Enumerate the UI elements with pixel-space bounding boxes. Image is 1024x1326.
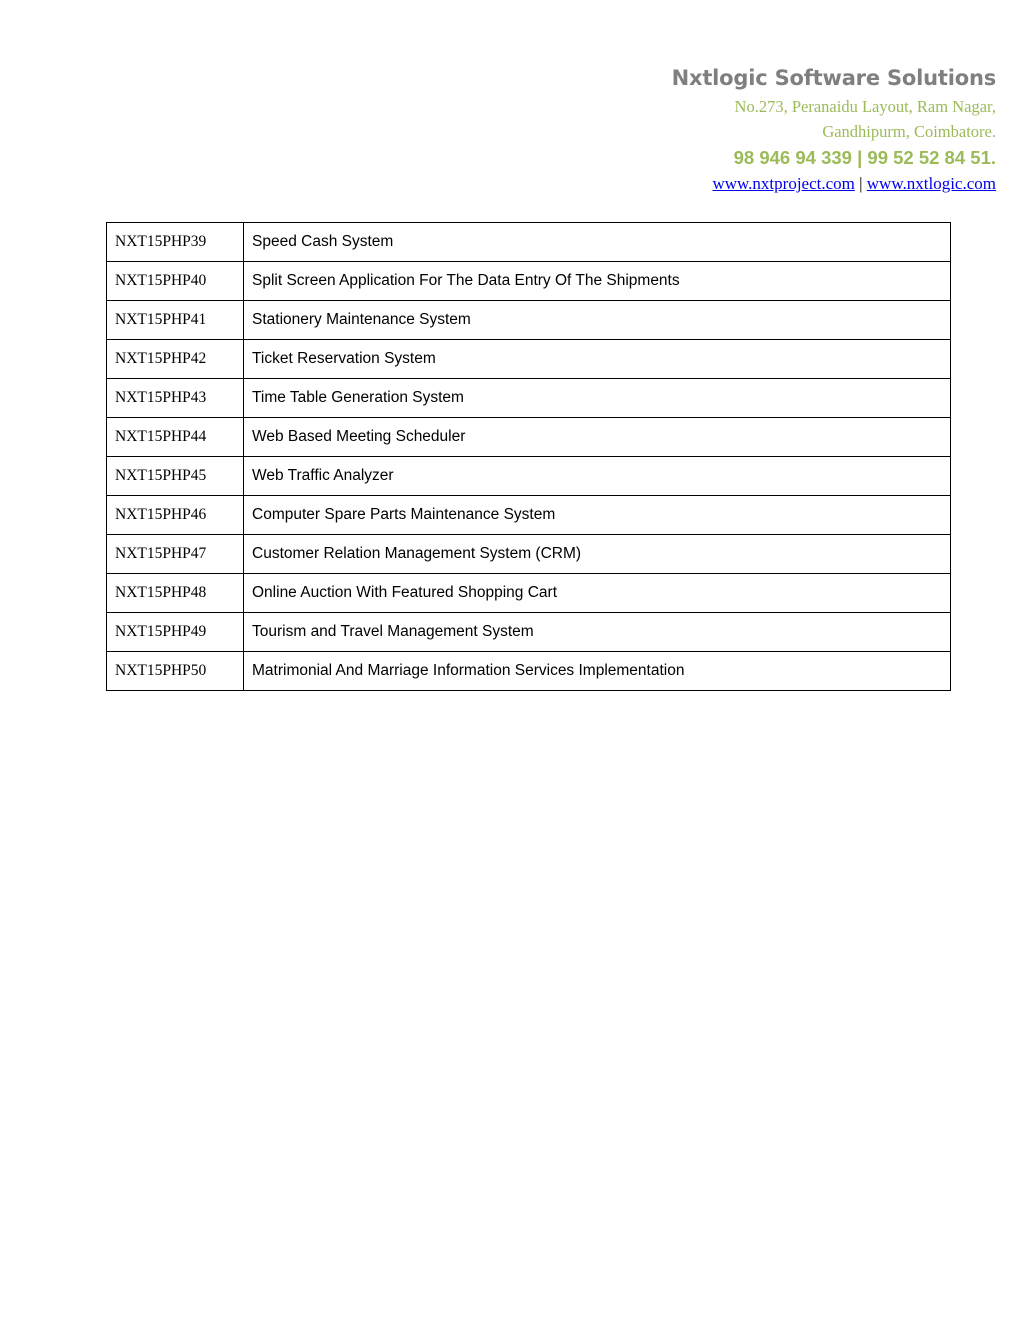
- letterhead: [672, 62, 996, 196]
- project-code: NXT15PHP42: [107, 340, 244, 379]
- project-code: NXT15PHP41: [107, 301, 244, 340]
- project-title: Matrimonial And Marriage Information Services Implementation: [244, 652, 951, 691]
- project-code: NXT15PHP50: [107, 652, 244, 691]
- table-row: [107, 613, 951, 652]
- table-row: [107, 379, 951, 418]
- project-code: NXT15PHP45: [107, 457, 244, 496]
- project-code: NXT15PHP43: [107, 379, 244, 418]
- table-row: [107, 496, 951, 535]
- table-row: [107, 262, 951, 301]
- nxtlogic-link[interactable]: www.nxtlogic.com: [866, 174, 996, 193]
- project-code: NXT15PHP40: [107, 262, 244, 301]
- project-title: Tourism and Travel Management System: [244, 613, 951, 652]
- address-line-1: No.273, Peranaidu Layout, Ram Nagar,: [734, 97, 996, 116]
- project-title: Stationery Maintenance System: [244, 301, 951, 340]
- table-row: [107, 457, 951, 496]
- phone-numbers: 98 946 94 339 | 99 52 52 84 51.: [733, 147, 996, 168]
- table-row: [107, 301, 951, 340]
- project-title: Speed Cash System: [244, 223, 951, 262]
- project-title: Ticket Reservation System: [244, 340, 951, 379]
- project-title: Web Based Meeting Scheduler: [244, 418, 951, 457]
- table-row: [107, 535, 951, 574]
- website-links: [672, 172, 996, 196]
- project-code: NXT15PHP44: [107, 418, 244, 457]
- project-code: NXT15PHP39: [107, 223, 244, 262]
- project-title: Online Auction With Featured Shopping Cart: [244, 574, 951, 613]
- project-title: Web Traffic Analyzer: [244, 457, 951, 496]
- address-line-2: Gandhipurm, Coimbatore.: [822, 122, 996, 141]
- link-separator: |: [859, 174, 863, 193]
- project-title: Computer Spare Parts Maintenance System: [244, 496, 951, 535]
- project-code: NXT15PHP48: [107, 574, 244, 613]
- project-title: Customer Relation Management System (CRM): [244, 535, 951, 574]
- project-code: NXT15PHP46: [107, 496, 244, 535]
- project-table: [106, 222, 951, 691]
- table-row: [107, 340, 951, 379]
- table-row: [107, 223, 951, 262]
- project-code: NXT15PHP49: [107, 613, 244, 652]
- company-name: Nxtlogic Software Solutions: [671, 66, 996, 90]
- nxtproject-link[interactable]: www.nxtproject.com: [712, 174, 855, 193]
- table-row: [107, 418, 951, 457]
- project-title: Split Screen Application For The Data Entry Of The Shipments: [244, 262, 951, 301]
- table-row: [107, 652, 951, 691]
- table-row: [107, 574, 951, 613]
- project-code: NXT15PHP47: [107, 535, 244, 574]
- project-title: Time Table Generation System: [244, 379, 951, 418]
